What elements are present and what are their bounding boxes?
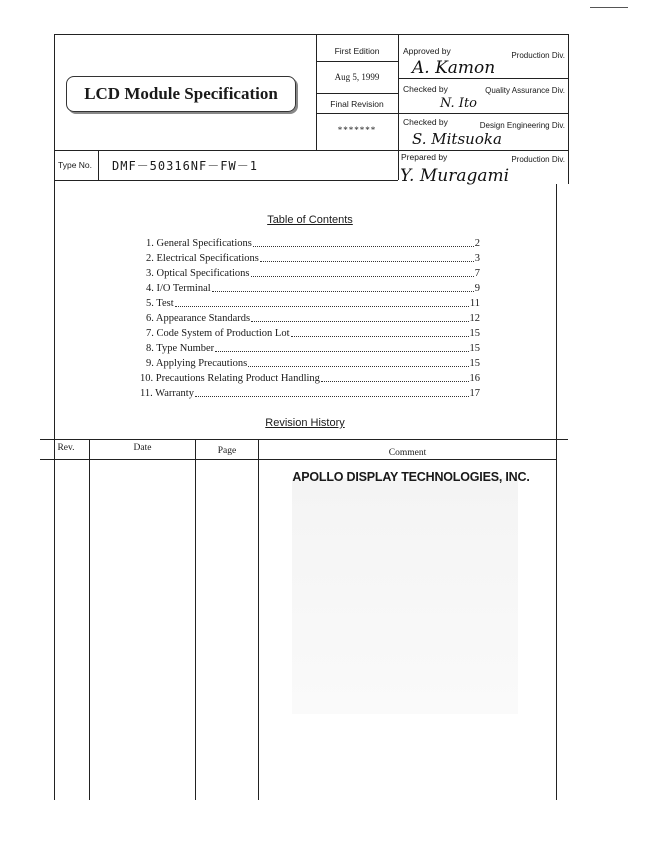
edition-row2 — [316, 93, 398, 94]
approval-dept-3: Design Engineering Div. — [479, 121, 565, 130]
type-label: Type No. — [58, 160, 93, 170]
revision-col-rev: Rev. — [57, 443, 75, 453]
toc-item-label: 1. General Specifications — [146, 238, 252, 249]
approval-label-3: Checked by — [403, 117, 448, 127]
toc-item-label: 5. Test — [146, 298, 174, 309]
title-box — [66, 76, 296, 112]
approval-left-line — [398, 34, 399, 180]
toc-item — [140, 310, 480, 325]
toc-item-page: 15 — [469, 328, 480, 339]
type-divider — [54, 180, 398, 181]
revision-col-page: Page — [217, 446, 237, 456]
frame-right — [568, 34, 569, 184]
toc-item-label: 6. Appearance Standards — [146, 313, 251, 324]
type-value: DMF－50316NF－FW－1 — [112, 159, 258, 173]
toc-item — [140, 280, 480, 295]
toc-item-label: 9. Applying Precautions — [146, 358, 248, 369]
toc-item — [140, 385, 480, 400]
approval-dept-2: Quality Assurance Div. — [485, 86, 565, 95]
page-title: LCD Module Specification — [84, 84, 278, 103]
toc-item-label: 11. Warranty — [140, 388, 194, 399]
toc-item — [140, 295, 480, 310]
toc-item-page: 9 — [474, 283, 480, 294]
approval-row1 — [398, 78, 568, 79]
approval-signature-4: Y. Muragami — [400, 166, 510, 186]
toc-item — [140, 355, 480, 370]
approval-dept-4: Production Div. — [511, 155, 565, 164]
revision-top-line — [40, 439, 568, 440]
toc-item-page: 11 — [469, 298, 480, 309]
type-label-divider — [98, 150, 99, 180]
edition-date: Aug 5, 1999 — [334, 72, 380, 82]
toc-item — [140, 325, 480, 340]
toc-item — [140, 265, 480, 280]
edition-row1 — [316, 61, 398, 62]
revision-col-comment: Comment — [388, 448, 427, 458]
edition-row3 — [316, 113, 398, 114]
toc-item-page: 15 — [469, 358, 480, 369]
toc-item-page: 15 — [469, 343, 480, 354]
toc-title: Table of Contents — [267, 214, 353, 226]
revision-header-line — [40, 459, 556, 460]
toc-item — [140, 250, 480, 265]
frame-right-lower — [556, 184, 557, 800]
stamp-shadow — [292, 478, 518, 714]
final-revision-label: Final Revision — [330, 99, 384, 109]
toc-item-page: 2 — [474, 238, 480, 249]
edition-label: First Edition — [334, 46, 380, 56]
toc-item-label: 10. Precautions Relating Product Handling — [140, 373, 320, 384]
approval-signature-3: S. Mitsuoka — [412, 130, 502, 148]
revision-title: Revision History — [265, 417, 345, 429]
approval-label-2: Checked by — [403, 84, 448, 94]
approval-signature-1: A. Kamon — [412, 58, 496, 78]
approval-label-1: Approved by — [403, 46, 451, 56]
corner-mark — [590, 7, 628, 8]
header-divider — [54, 150, 398, 151]
toc-item-page: 3 — [474, 253, 480, 264]
toc-item — [140, 235, 480, 250]
revision-col2-line — [195, 439, 196, 800]
revision-col-date: Date — [133, 443, 152, 453]
frame-top — [54, 34, 569, 35]
toc-item-label: 3. Optical Specifications — [146, 268, 250, 279]
company-stamp: APOLLO DISPLAY TECHNOLOGIES, INC. — [292, 470, 530, 484]
frame-left — [54, 34, 55, 800]
toc-item — [140, 370, 480, 385]
revision-col1-line — [89, 439, 90, 800]
toc-item-page: 17 — [469, 388, 480, 399]
approval-label-4: Prepared by — [401, 152, 448, 162]
approval-row3 — [398, 150, 568, 151]
toc-item-page: 16 — [469, 373, 480, 384]
toc-item-page: 7 — [474, 268, 480, 279]
approval-signature-2: N. Ito — [440, 96, 477, 111]
toc-item-label: 7. Code System of Production Lot — [146, 328, 290, 339]
toc-item — [140, 340, 480, 355]
approval-dept-1: Production Div. — [511, 51, 565, 60]
revision-col3-line — [258, 439, 259, 800]
toc-item-label: 8. Type Number — [146, 343, 215, 354]
toc-item-label: 4. I/O Terminal — [146, 283, 211, 294]
toc-item-label: 2. Electrical Specifications — [146, 253, 259, 264]
final-revision-value: ******* — [337, 125, 377, 135]
approval-row2 — [398, 113, 568, 114]
toc-item-page: 12 — [469, 313, 480, 324]
